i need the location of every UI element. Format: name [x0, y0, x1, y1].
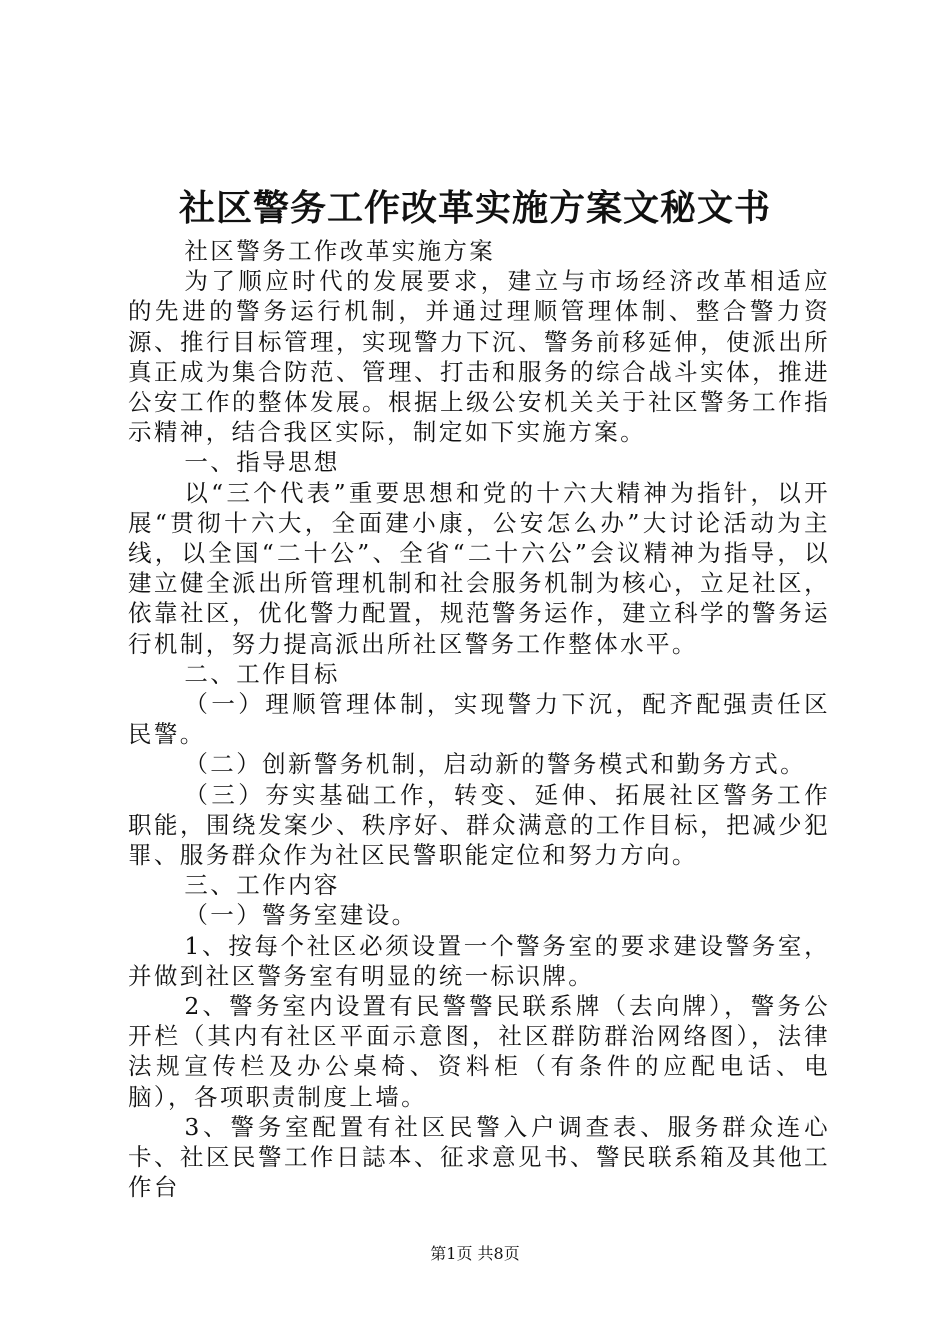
paragraph-intro: 为了顺应时代的发展要求，建立与市场经济改革相适应的先进的警务运行机制，并通过理顺管理体制、整合警力资源、推行目标管理，实现警力下沉、警务前移延伸，使派出所真正成为集合防范、管理、打击和服务的综合战斗实体，推进公安工作的整体发展。根据上级公安机关关于社区警务工作指示精神，结合我区实际，制定如下实施方案。 [128, 267, 830, 447]
paragraph-goal-1: （一）理顺管理体制，实现警力下沉，配齐配强责任区民警。 [128, 690, 830, 749]
paragraph-subtitle: 社区警务工作改革实施方案 [184, 237, 496, 265]
paragraph-item-3: 3、警务室配置有社区民警入户调查表、服务群众连心卡、社区民警工作日誌本、征求意见书、警民联系箱及其他工作台 [128, 1112, 830, 1202]
document-title: 社区警务工作改革实施方案文秘文书 [178, 187, 771, 229]
subheading-police-office: （一）警务室建设。 [184, 901, 418, 930]
paragraph-goal-2: （二）创新警务机制，启动新的警务模式和勤务方式。 [184, 750, 806, 779]
section-heading-work-content: 三、工作内容 [184, 871, 340, 900]
paragraph-item-1: 1、按每个社区必须设置一个警务室的要求建设警务室，并做到社区警务室有明显的统一标识牌。 [128, 931, 830, 990]
section-heading-guiding-thought: 一、指导思想 [184, 448, 340, 477]
section-heading-work-goals: 二、工作目标 [184, 659, 340, 688]
page-number-footer: 第1页 共8页 [430, 1244, 520, 1263]
paragraph-goal-3: （三）夯实基础工作，转变、延伸、拓展社区警务工作职能，围绕发案少、秩序好、群众满意的工作目标，把减少犯罪、服务群众作为社区民警职能定位和努力方向。 [128, 780, 830, 870]
paragraph-item-2: 2、警务室内设置有民警警民联系牌（去向牌），警务公开栏（其内有社区平面示意图，社区群防群治网络图），法律法规宣传栏及办公桌椅、资料柜（有条件的应配电话、电脑），各项职责制度上墙。 [128, 992, 830, 1111]
document-body [128, 236, 830, 1203]
paragraph-guiding-thought: 以“三个代表”重要思想和党的十六大精神为指针，以开展“贯彻十六大，全面建小康，公安怎么办”大讨论活动为主线，以全国“二十公”、全省“二十六公”会议精神为指导，以建立健全派出所管理机制和社会服务机制为核心，立足社区，依靠社区，优化警力配置，规范警务运作，建立科学的警务运行机制，努力提高派出所社区警务工作整体水平。 [128, 478, 830, 658]
